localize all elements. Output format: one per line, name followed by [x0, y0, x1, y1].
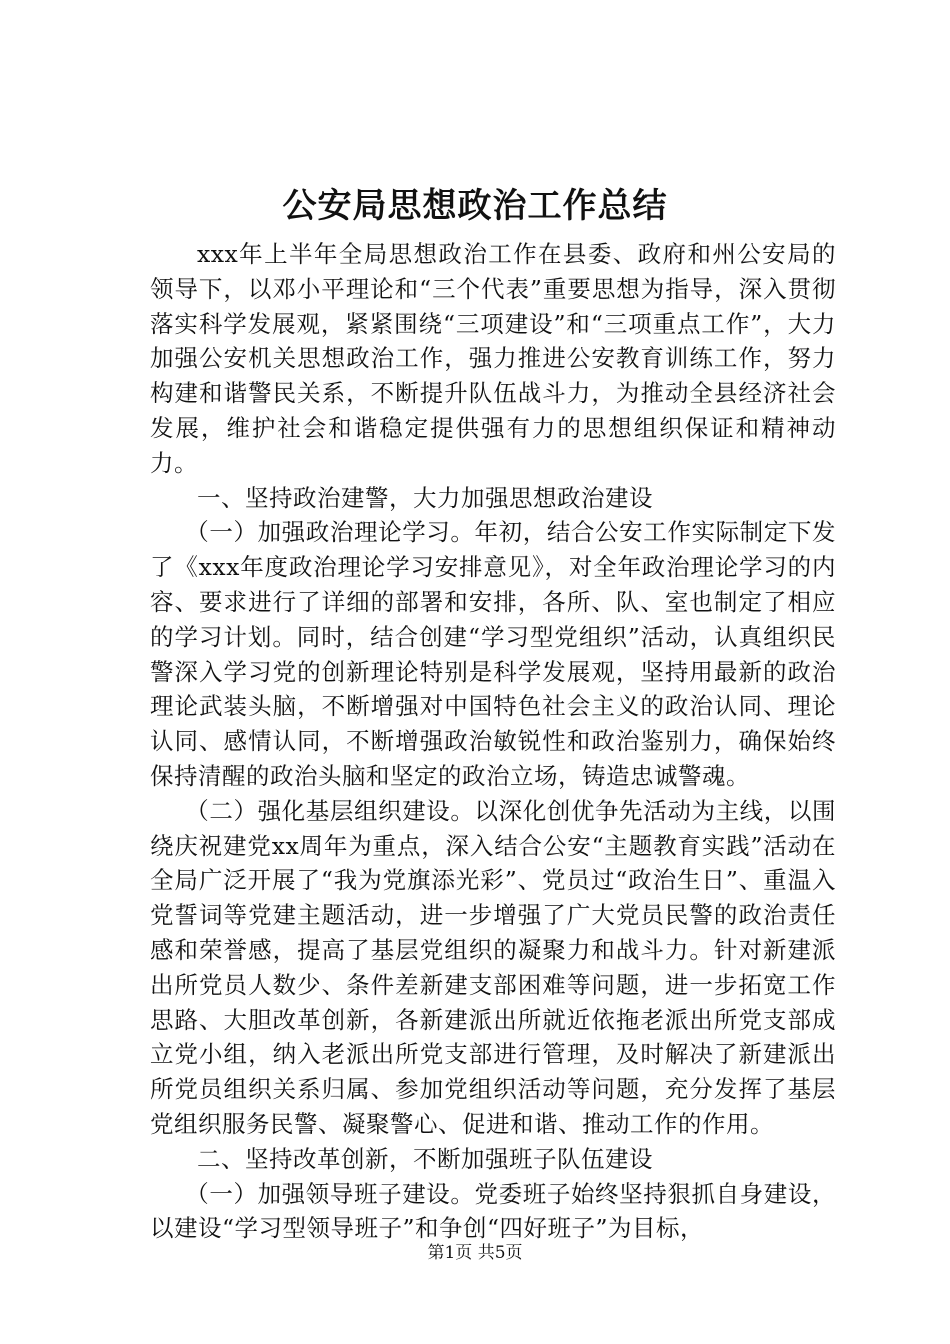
document-body [150, 237, 836, 1246]
subsection-paragraph-1-1: （一）加强政治理论学习。年初，结合公安工作实际制定下发了《xxx年度政治理论学习安排意见》，对全年政治理论学习的内容、要求进行了详细的部署和安排，各所、队、室也制定了相应的学习计划。同时，结合创建“学习型党组织”活动，认真组织民警深入学习党的创新理论特别是科学发展观，坚持用最新的政治理论武装头脑，不断增强对中国特色社会主义的政治认同、理论认同、感情认同，不断增强政治敏锐性和政治鉴别力，确保始终保持清醒的政治头脑和坚定的政治立场，铸造忠诚警魂。 [150, 518, 836, 790]
intro-paragraph: xxx年上半年全局思想政治工作在县委、政府和州公安局的领导下，以邓小平理论和“三个代表”重要思想为指导，深入贯彻落实科学发展观，紧紧围绕“三项建设”和“三项重点工作”，大力加强公安机关思想政治工作，强力推进公安教育训练工作，努力构建和谐警民关系，不断提升队伍战斗力，为推动全县经济社会发展，维护社会和谐稳定提供强有力的思想组织保证和精神动力。 [150, 240, 836, 477]
subsection-paragraph-1-2: （二）强化基层组织建设。以深化创优争先活动为主线，以围绕庆祝建党xx周年为重点，深入结合公安“主题教育实践”活动在全局广泛开展了“我为党旗添光彩”、党员过“政治生日”、重温入党誓词等党建主题活动，进一步增强了广大党员民警的政治责任感和荣誉感，提高了基层党组织的凝聚力和战斗力。针对新建派出所党员人数少、条件差新建支部困难等问题，进一步拓宽工作思路、大胆改革创新，各新建派出所就近依拖老派出所党支部成立党小组，纳入老派出所党支部进行管理，及时解决了新建派出所党员组织关系归属、参加党组织活动等问题，充分发挥了基层党组织服务民警、凝聚警心、促进和谐、推动工作的作用。 [150, 796, 836, 1138]
document-title: 公安局思想政治工作总结 [282, 186, 668, 226]
subsection-paragraph-2-1: （一）加强领导班子建设。党委班子始终坚持狠抓自身建设，以建设“学习型领导班子”和争创“四好班子”为目标， [150, 1179, 836, 1243]
section-heading-1: 一、坚持政治建警，大力加强思想政治建设 [197, 483, 653, 512]
page-number-footer: 第1页 共5页 [427, 1243, 523, 1263]
section-heading-2: 二、坚持改革创新，不断加强班子队伍建设 [197, 1144, 653, 1173]
